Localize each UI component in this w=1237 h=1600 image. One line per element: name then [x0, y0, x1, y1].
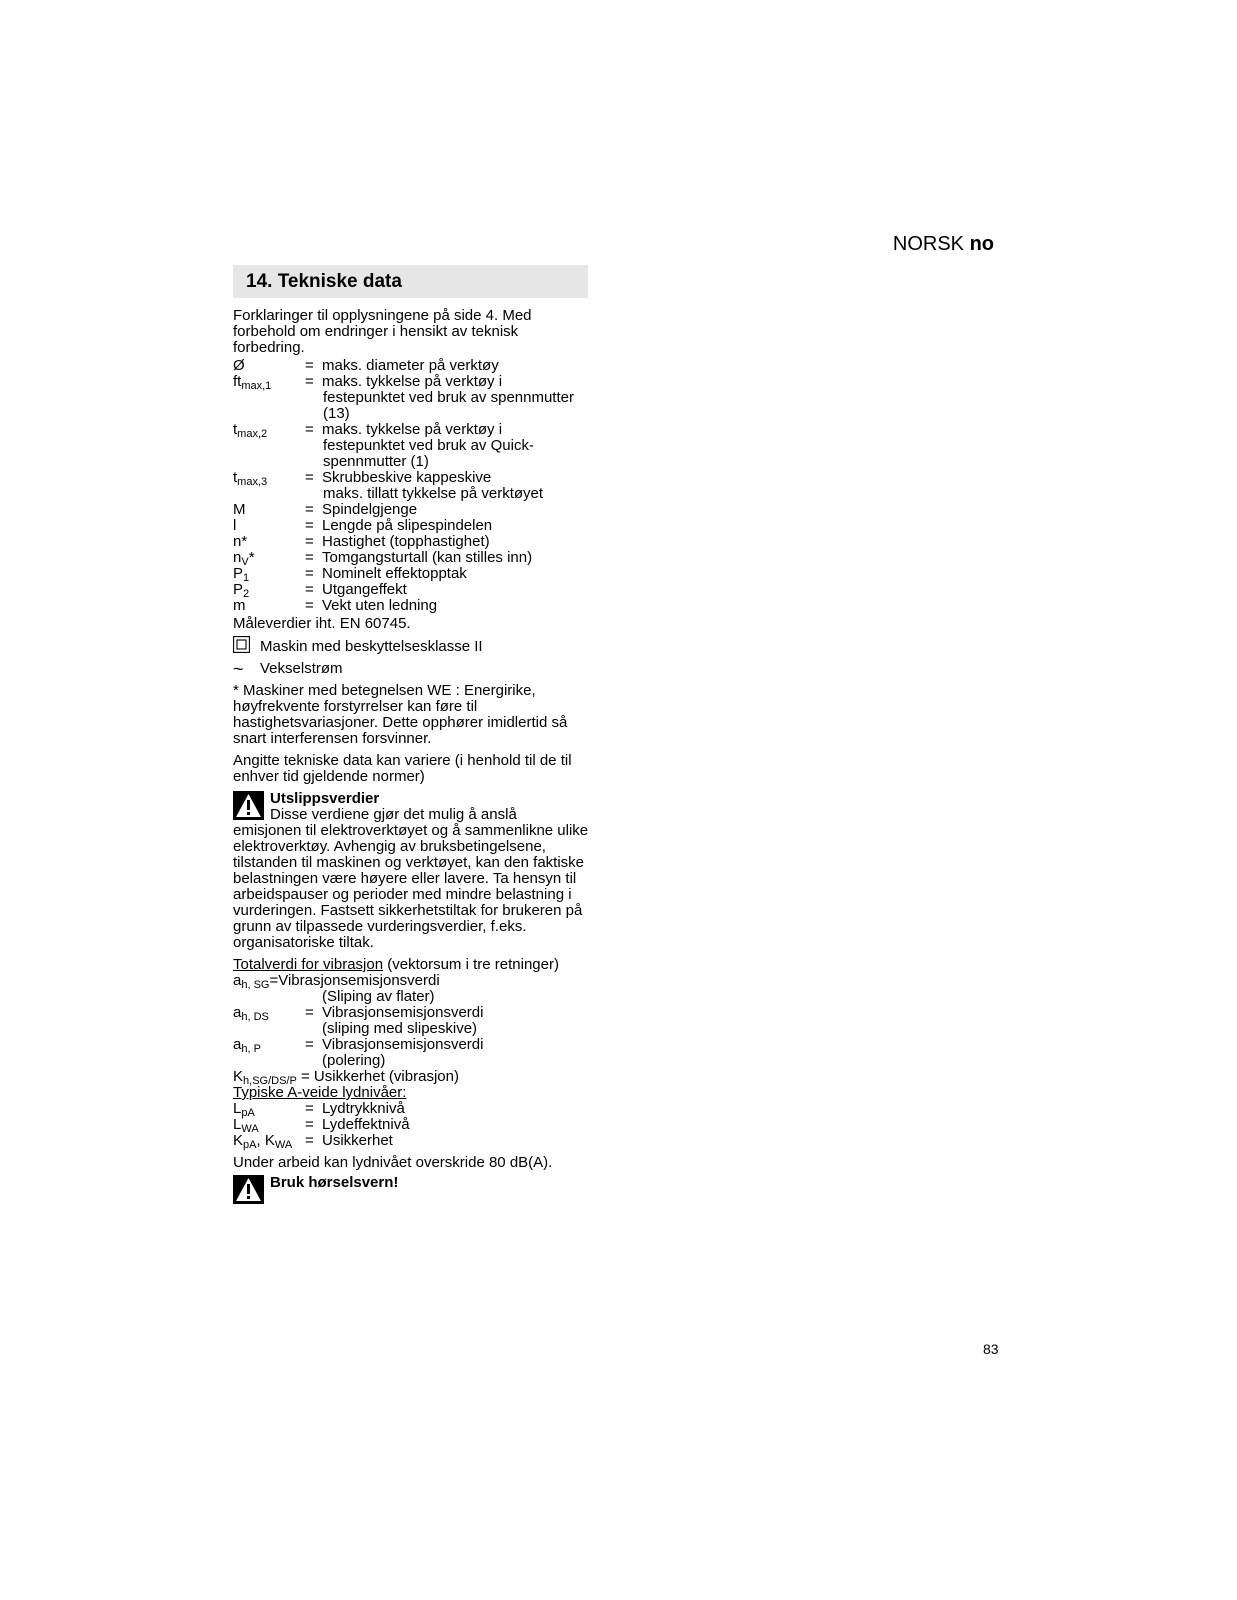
- lwa-symbol-cell: [233, 1117, 305, 1133]
- definition-symbol: [233, 598, 305, 614]
- vibration-heading: [233, 957, 593, 973]
- definition-symbol: [233, 358, 305, 374]
- definition-equals: =: [305, 373, 314, 390]
- hearing-warning: [233, 1175, 593, 1204]
- vib-k-subscript: h,SG/DS/P: [243, 1075, 297, 1087]
- sound-lpa-row: [233, 1101, 593, 1117]
- intro-text: Forklaringer til opplysningene på side 4. Med forbehold om endringer i hensikt av teknisk forbedring.: [233, 307, 532, 356]
- k-eq: =: [305, 1132, 314, 1149]
- definition-symbol: [233, 550, 305, 566]
- definition-continuation: [233, 486, 593, 502]
- definition-symbol: [233, 390, 305, 406]
- definition-row: [233, 598, 593, 614]
- definition-row: [233, 582, 593, 598]
- vibration-p-row: [233, 1037, 593, 1053]
- lpa-text: Lydtrykknivå: [322, 1100, 405, 1117]
- definition-equals: =: [305, 501, 314, 518]
- emission-text: emisjonen til elektroverktøyet og å sammenlikne ulike elektroverktøy. Avhengig av bruksbetingelsene, tilstanden til maskinen og verktøyet, kan den faktiske belastningen være høyere eller lavere. Ta hensyn til arbeidspauser og perioder med mindre belastning i vurderingen. Fastsett sikkerhetstiltak for brukeren på grunn av tilpassede vurderingsverdier, f.eks. organisatoriske tiltak.: [233, 822, 589, 951]
- ac-text: Vekselstrøm: [260, 660, 343, 677]
- definition-symbol-main: n*: [233, 533, 248, 550]
- definition-text: Utgangeffekt: [322, 581, 407, 598]
- definition-symbol: [233, 470, 305, 486]
- definition-continuation: [233, 438, 593, 454]
- definition-symbol: [233, 582, 305, 598]
- definition-symbol-main: P: [233, 581, 244, 598]
- definition-equals: =: [305, 533, 314, 550]
- definition-row: [233, 518, 593, 534]
- vibration-sg-cont: (Sliping av flater): [322, 988, 435, 1005]
- definition-text: Spindelgjenge: [322, 501, 418, 518]
- definition-text: maks. tillatt tykkelse på verktøyet: [323, 485, 544, 502]
- protection-class-ii-icon: [233, 636, 260, 657]
- vib-ds-text: Vibrasjonsemisjonsverdi: [322, 1004, 484, 1021]
- definition-symbol-subscript: max,2: [237, 428, 268, 440]
- vibration-k-row: [233, 1069, 593, 1085]
- vib-p-symbol-cell: [233, 1037, 305, 1053]
- vib-sg-symbol: a: [233, 972, 242, 989]
- vibration-sg-row: [233, 973, 593, 989]
- definition-symbol-subscript: 2: [243, 588, 250, 600]
- ac-row: [233, 661, 593, 677]
- definition-symbol-main: m: [233, 597, 246, 614]
- definition-equals: =: [305, 581, 314, 598]
- definition-symbol-main: n: [233, 549, 242, 566]
- definition-equals: [305, 454, 322, 470]
- definition-equals: [305, 486, 322, 502]
- definition-symbol: [233, 566, 305, 582]
- protection-class-row: [233, 636, 593, 657]
- definition-text: maks. tykkelse på verktøy i: [322, 373, 503, 390]
- definition-row: [233, 550, 593, 566]
- alternating-current-icon: ~: [233, 659, 244, 679]
- vib-sg-text: =Vibrasjonsemisjonsverdi: [269, 972, 440, 989]
- language-code: no: [969, 233, 994, 255]
- definition-symbol-subscript: V: [241, 556, 249, 568]
- lwa-symbol: L: [233, 1116, 242, 1133]
- definition-equals: =: [305, 469, 314, 486]
- vib-ds-subscript: h, DS: [241, 1011, 269, 1023]
- vib-p-eq: =: [305, 1036, 314, 1053]
- vib-ds-symbol: a: [233, 1004, 242, 1021]
- definition-text: festepunktet ved bruk av Quick-: [323, 437, 534, 454]
- vibration-heading-underlined: Totalverdi for vibrasjon: [233, 956, 384, 973]
- sound-heading: Typiske A-veide lydnivåer:: [233, 1084, 407, 1101]
- lpa-symbol-cell: [233, 1101, 305, 1117]
- definition-text: Tomgangsturtall (kan stilles inn): [322, 549, 533, 566]
- lpa-eq: =: [305, 1100, 314, 1117]
- definition-text: Vekt uten ledning: [322, 597, 438, 614]
- definition-equals: [305, 406, 322, 422]
- definition-row: [233, 502, 593, 518]
- definition-equals: =: [305, 357, 314, 374]
- definition-symbol: [233, 374, 305, 390]
- section-title: 14. Tekniske data: [233, 265, 588, 298]
- lpa-symbol: L: [233, 1100, 242, 1117]
- measure-note: Måleverdier iht. EN 60745.: [233, 615, 411, 632]
- kwa-symbol: K: [264, 1132, 275, 1149]
- vib-ds-symbol-cell: [233, 1005, 305, 1021]
- sound-lwa-row: [233, 1117, 593, 1133]
- k-symbol-cell: [233, 1133, 305, 1149]
- definition-continuation: [233, 454, 593, 470]
- definition-continuation: [233, 406, 593, 422]
- definition-symbol-main: t: [233, 421, 238, 438]
- vib-p-subscript: h, P: [241, 1043, 261, 1055]
- definition-text: spennmutter (1): [323, 453, 429, 470]
- definition-text: maks. diameter på verktøy: [322, 357, 499, 374]
- warning-triangle-icon: [233, 1175, 264, 1208]
- sound-k-row: [233, 1133, 593, 1149]
- definition-symbol-main: t: [233, 469, 238, 486]
- definition-symbol-subscript: 1: [243, 572, 250, 584]
- definition-symbol-suffix: *: [248, 549, 255, 566]
- vibration-p-cont: (polering): [322, 1052, 386, 1069]
- vib-p-text: Vibrasjonsemisjonsverdi: [322, 1036, 484, 1053]
- vib-sg-subscript: h, SG: [241, 979, 270, 991]
- definition-symbol: [233, 406, 305, 422]
- standards-note: Angitte tekniske data kan variere (i henhold til de til enhver tid gjeldende normer): [233, 752, 572, 785]
- kpa-symbol: K: [233, 1132, 244, 1149]
- definition-symbol: [233, 534, 305, 550]
- definition-text: Lengde på slipespindelen: [322, 517, 493, 534]
- definition-text: Hastighet (topphastighet): [322, 533, 490, 550]
- k-text: Usikkerhet: [322, 1132, 393, 1149]
- vib-p-symbol: a: [233, 1036, 242, 1053]
- definition-symbol: [233, 486, 305, 502]
- emission-title: Utslippsverdier: [270, 790, 380, 807]
- kwa-subscript: WA: [274, 1139, 293, 1151]
- vibration-ds-row: [233, 1005, 593, 1021]
- language-header: [893, 233, 994, 256]
- definition-symbol: [233, 518, 305, 534]
- definition-row: [233, 422, 593, 438]
- we-note: * Maskiner med betegnelsen WE : Energirike, høyfrekvente forstyrrelser kan føre til hastighetsvariasjoner. Dette opphører imidlertid så snart interferensen forsvinner.: [233, 682, 568, 747]
- language-name: NORSK: [892, 233, 964, 255]
- definition-row: [233, 534, 593, 550]
- definition-symbol: [233, 438, 305, 454]
- vibration-heading-rest: (vektorsum i tre retninger): [383, 956, 559, 973]
- noise-note: Under arbeid kan lydnivået overskride 80 dB(A).: [233, 1154, 553, 1171]
- definition-row: [233, 374, 593, 390]
- lwa-subscript: WA: [241, 1123, 259, 1135]
- vibration-ds-cont: (sliping med slipeskive): [322, 1020, 478, 1037]
- definition-row: [233, 358, 593, 374]
- vib-k-symbol: K: [233, 1068, 244, 1085]
- lpa-subscript: pA: [241, 1107, 255, 1119]
- definition-equals: =: [305, 517, 314, 534]
- vib-k-text: = Usikkerhet (vibrasjon): [300, 1068, 459, 1085]
- definition-symbol-main: M: [233, 501, 246, 518]
- definition-equals: =: [305, 597, 314, 614]
- definitions-list: [233, 358, 593, 614]
- kpa-subscript: pA: [243, 1139, 257, 1151]
- lwa-text: Lydeffektnivå: [322, 1116, 410, 1133]
- definition-equals: [305, 390, 322, 406]
- emission-warning: [233, 791, 593, 951]
- definition-symbol-subscript: max,3: [237, 476, 268, 488]
- definition-text: festepunktet ved bruk av spennmutter: [323, 389, 574, 406]
- definition-symbol-subscript: max,1: [241, 380, 272, 392]
- definition-symbol-main: ft: [233, 373, 242, 390]
- definition-equals: =: [305, 565, 314, 582]
- emission-first-line: Disse verdiene gjør det mulig å anslå: [270, 806, 517, 823]
- definition-symbol-main: Ø: [233, 357, 245, 374]
- definition-symbol-main: l: [233, 517, 237, 534]
- definition-text: Nominelt effektopptak: [322, 565, 467, 582]
- definition-row: [233, 566, 593, 582]
- definition-equals: =: [305, 421, 314, 438]
- protection-class-text: Maskin med beskyttelsesklasse II: [260, 637, 483, 655]
- definition-symbol: [233, 502, 305, 518]
- definition-equals: =: [305, 549, 314, 566]
- lwa-eq: =: [305, 1116, 314, 1133]
- definition-row: [233, 470, 593, 486]
- definition-symbol: [233, 454, 305, 470]
- vib-ds-eq: =: [305, 1004, 314, 1021]
- warning-triangle-icon: [233, 791, 264, 824]
- definition-symbol-main: P: [233, 565, 244, 582]
- definition-text: Skrubbeskive kappeskive: [322, 469, 492, 486]
- page-number: 83: [983, 1341, 999, 1357]
- definition-continuation: [233, 390, 593, 406]
- definition-symbol: [233, 422, 305, 438]
- technical-data-column: [233, 265, 593, 1204]
- hearing-protection-text: Bruk hørselsvern!: [270, 1174, 399, 1191]
- definition-text: maks. tykkelse på verktøy i: [322, 421, 503, 438]
- definition-text: (13): [323, 405, 350, 422]
- k-separator: ,: [256, 1132, 265, 1149]
- definition-equals: [305, 438, 322, 454]
